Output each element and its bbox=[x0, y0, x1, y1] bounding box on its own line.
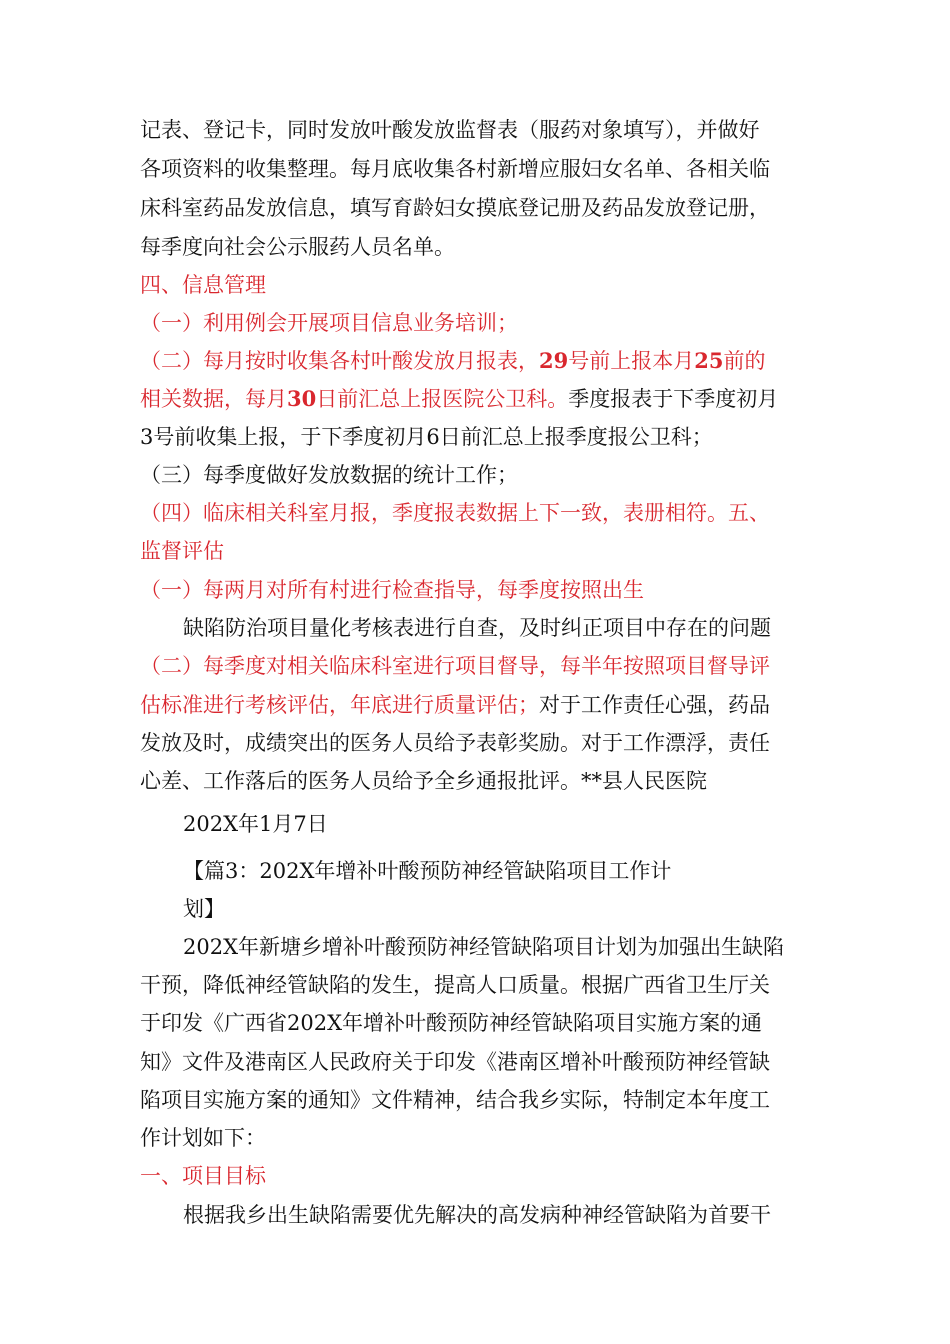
text-line: 于印发《广西省202X年增补叶酸预防神经管缺陷项目实施方案的通 bbox=[140, 1011, 763, 1035]
bold-number: 30 bbox=[287, 386, 317, 411]
section-heading-supervision: 监督评估 bbox=[140, 539, 224, 563]
chapter-title-cont: 划】 bbox=[183, 897, 225, 921]
bold-number: 29 bbox=[539, 348, 569, 373]
text-run: 对于工作责任心强，药品 bbox=[539, 693, 770, 717]
text-run: 前的 bbox=[723, 349, 766, 373]
chapter-title: 【篇3：202X年增补叶酸预防神经管缺陷项目工作计 bbox=[183, 859, 672, 883]
text-line bbox=[140, 384, 778, 414]
text-line: 作计划如下： bbox=[140, 1126, 266, 1150]
section-heading-info-management: 四、信息管理 bbox=[140, 273, 266, 297]
text-line: 缺陷防治项目量化考核表进行自查，及时纠正项目中存在的问题 bbox=[183, 616, 771, 640]
text-line: 发放及时，成绩突出的医务人员给予表彰奖励。对于工作漂浮，责任 bbox=[140, 731, 770, 755]
text-line: 3号前收集上报，于下季度初月6日前汇总上报季度报公卫科； bbox=[140, 425, 713, 449]
text-run: 号前上报本月 bbox=[568, 349, 695, 373]
date-line: 202X年1月7日 bbox=[183, 812, 328, 836]
text-run: （二）每月按时收集各村叶酸发放月报表， bbox=[140, 349, 539, 373]
text-line: （三）每季度做好发放数据的统计工作； bbox=[140, 463, 518, 487]
text-line: （二）每季度对相关临床科室进行项目督导，每半年按照项目督导评 bbox=[140, 654, 770, 678]
text-line: （一）利用例会开展项目信息业务培训； bbox=[140, 311, 518, 335]
text-line: （一）每两月对所有村进行检查指导，每季度按照出生 bbox=[140, 578, 644, 602]
text-line: （四）临床相关科室月报，季度报表数据上下一致，表册相符。五、 bbox=[140, 501, 770, 525]
text-line: 根据我乡出生缺陷需要优先解决的高发病种神经管缺陷为首要干 bbox=[183, 1203, 771, 1227]
text-line bbox=[140, 690, 770, 720]
text-line: 干预，降低神经管缺陷的发生，提高人口质量。根据广西省卫生厅关 bbox=[140, 973, 770, 997]
text-run: 相关数据，每月 bbox=[140, 387, 287, 411]
text-line bbox=[140, 346, 765, 376]
text-run: 估标准进行考核评估，年底进行质量评估； bbox=[140, 693, 539, 717]
text-run: 季度报表于下季度初月 bbox=[568, 387, 779, 411]
text-line: 记表、登记卡，同时发放叶酸发放监督表（服药对象填写），并做好 bbox=[140, 118, 760, 142]
bold-number: 25 bbox=[694, 348, 724, 373]
text-line: 床科室药品发放信息，填写育龄妇女摸底登记册及药品发放登记册， bbox=[140, 196, 770, 220]
text-line: 各项资料的收集整理。每月底收集各村新增应服妇女名单、各相关临 bbox=[140, 157, 770, 181]
text-line: 知》文件及港南区人民政府关于印发《港南区增补叶酸预防神经管缺 bbox=[140, 1050, 770, 1074]
text-line: 陷项目实施方案的通知》文件精神，结合我乡实际，特制定本年度工 bbox=[140, 1088, 770, 1112]
text-line: 心差、工作落后的医务人员给予全乡通报批评。**县人民医院 bbox=[140, 769, 707, 793]
text-line: 每季度向社会公示服药人员名单。 bbox=[140, 235, 455, 259]
section-heading-project-goal: 一、项目目标 bbox=[140, 1164, 266, 1188]
text-run: 日前汇总上报医院公卫科。 bbox=[316, 387, 569, 411]
text-line: 202X年新塘乡增补叶酸预防神经管缺陷项目计划为加强出生缺陷 bbox=[183, 935, 785, 959]
